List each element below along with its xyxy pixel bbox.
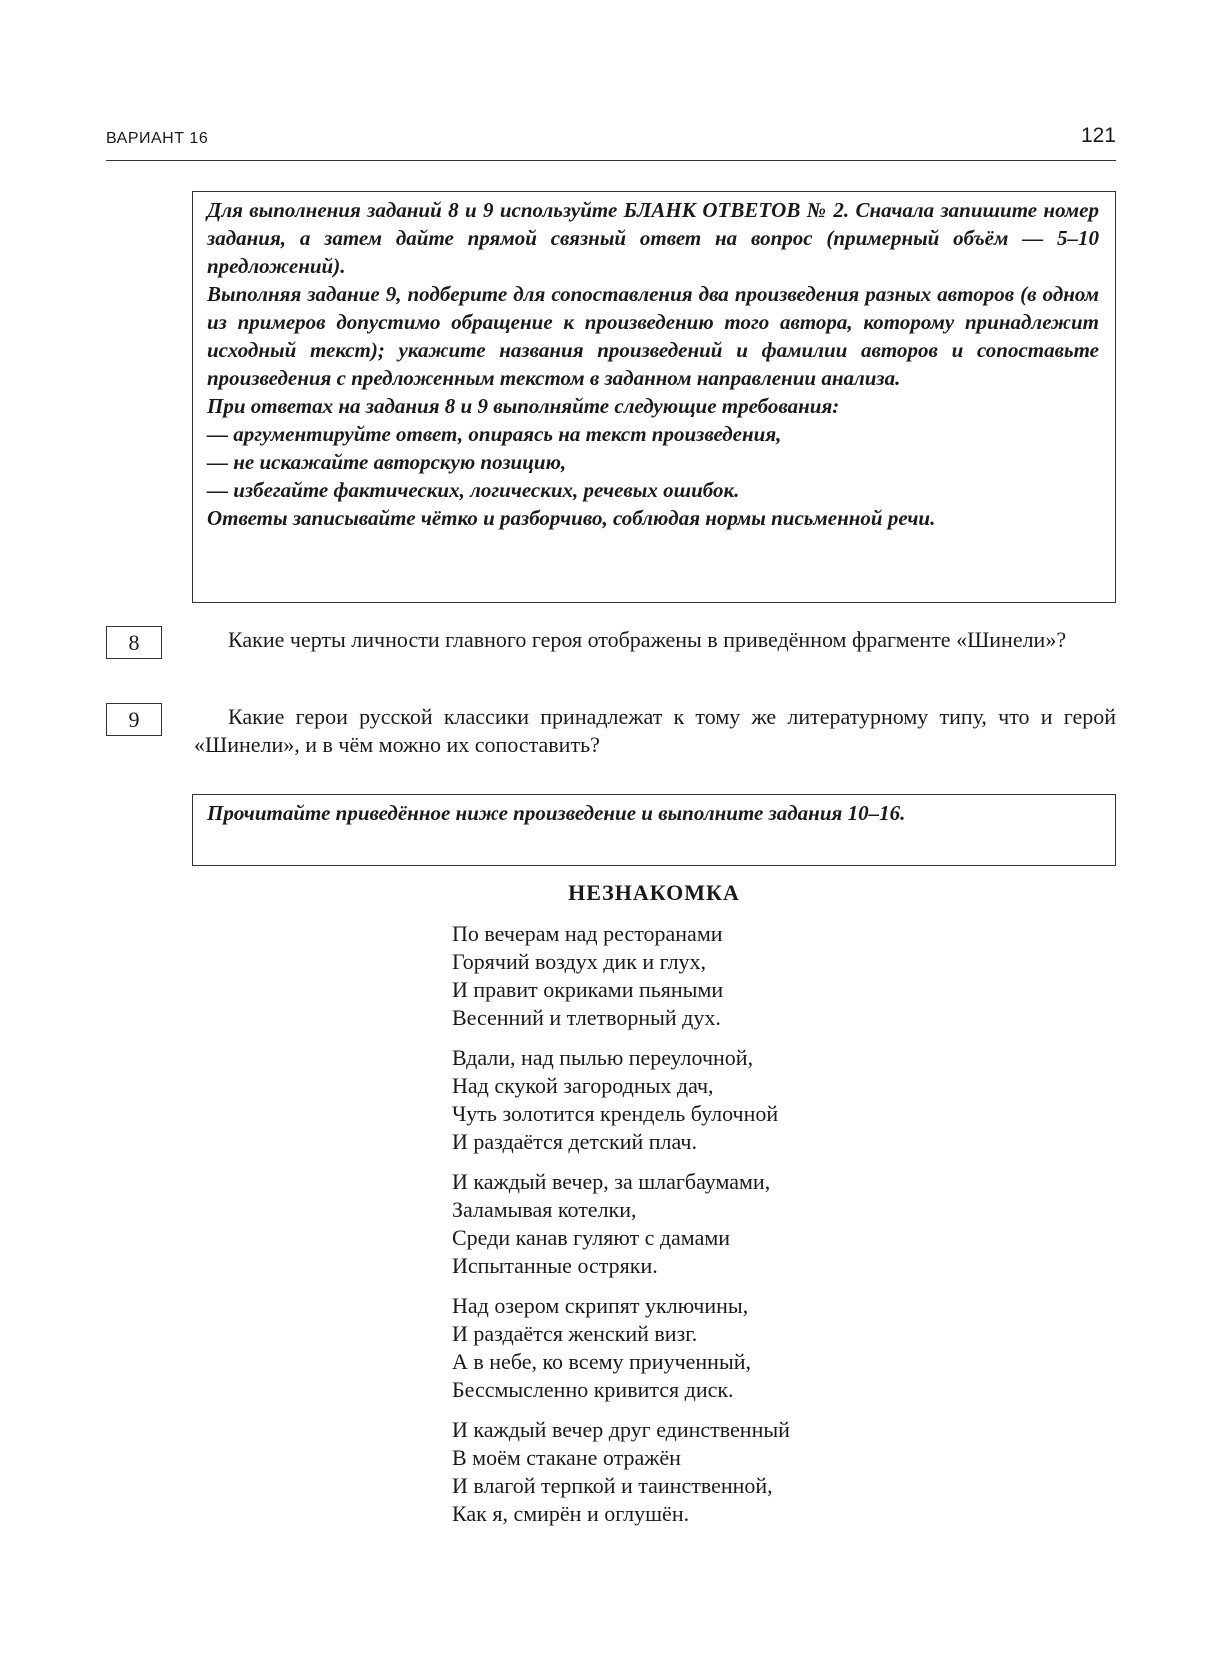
poem-line: И каждый вечер друг единственный: [452, 1417, 790, 1442]
instructions-box: [192, 191, 1116, 603]
poem-line: И раздаётся детский плач.: [452, 1129, 697, 1154]
task-number-box: 9: [106, 703, 162, 736]
poem-line: Бессмысленно кривится диск.: [452, 1377, 734, 1402]
poem-stanza: [452, 1044, 1012, 1156]
poem-line: Вдали, над пылью переулочной,: [452, 1045, 754, 1070]
poem-line: А в небе, ко всему приученный,: [452, 1349, 752, 1374]
task-question: Какие герои русской классики принадлежат к тому же литературному типу, что и герой «Шинели», и в чём можно их сопоставить?: [194, 704, 1116, 757]
task-question: Какие черты личности главного героя отображены в приведённом фрагменте «Шинели»?: [228, 627, 1067, 652]
instruction-paragraph: Выполняя задание 9, подберите для сопоставления два произведения разных авторов (в одном из примеров допустимо обращение к произведению того автора, которому принадлежит исходный текст); укажите названия произведений и фамилии авторов и сопоставьте произведения с предложенным текстом в заданном направлении анализа.: [207, 282, 1099, 390]
instruction-paragraph: Для выполнения заданий 8 и 9 используйте БЛАНК ОТВЕТОВ № 2. Сначала запишите номер задания, а затем дайте прямой связный ответ на вопрос (примерный объём — 5–10 предложений).: [207, 198, 1099, 278]
instruction-requirement: — аргументируйте ответ, опираясь на текст произведения,: [207, 422, 782, 446]
poem-stanza: [452, 1168, 1012, 1280]
instruction-paragraph: Ответы записывайте чётко и разборчиво, соблюдая нормы письменной речи.: [207, 506, 936, 530]
poem-line: Чуть золотится крендель булочной: [452, 1101, 779, 1126]
poem-stanza: [452, 1416, 1012, 1528]
poem: [452, 920, 1012, 1540]
poem-stanza: [452, 1292, 1012, 1404]
poem-line: И каждый вечер, за шлагбаумами,: [452, 1169, 771, 1194]
poem-title: НЕЗНАКОМКА: [568, 880, 740, 905]
poem-line: И правит окриками пьяными: [452, 977, 724, 1002]
instruction-paragraph: При ответах на задания 8 и 9 выполняйте следующие требования:: [207, 394, 840, 418]
task-number-box: 8: [106, 626, 162, 659]
poem-stanza: [452, 920, 1012, 1032]
poem-line: Заламывая котелки,: [452, 1197, 637, 1222]
poem-line: Над скукой загородных дач,: [452, 1073, 714, 1098]
poem-line: Весенний и тлетворный дух.: [452, 1005, 721, 1030]
instruction-requirement: — избегайте фактических, логических, речевых ошибок.: [207, 478, 740, 502]
poem-line: По вечерам над ресторанами: [452, 921, 723, 946]
poem-line: И раздаётся женский визг.: [452, 1321, 698, 1346]
variant-label: ВАРИАНТ 16: [106, 130, 209, 147]
read-instruction-box: [192, 794, 1116, 866]
poem-line: Испытанные остряки.: [452, 1253, 658, 1278]
poem-line: Горячий воздух дик и глух,: [452, 949, 707, 974]
read-instruction: Прочитайте приведённое ниже произведение и выполните задания 10–16.: [207, 801, 906, 825]
poem-line: И влагой терпкой и таинственной,: [452, 1473, 773, 1498]
page-number: 121: [1080, 124, 1116, 147]
poem-line: Как я, смирён и оглушён.: [452, 1501, 690, 1526]
poem-line: В моём стакане отражён: [452, 1445, 681, 1470]
page-header: [106, 118, 1116, 161]
instruction-requirement: — не искажайте авторскую позицию,: [207, 450, 567, 474]
poem-line: Над озером скрипят уключины,: [452, 1293, 749, 1318]
poem-line: Среди канав гуляют с дамами: [452, 1225, 731, 1250]
